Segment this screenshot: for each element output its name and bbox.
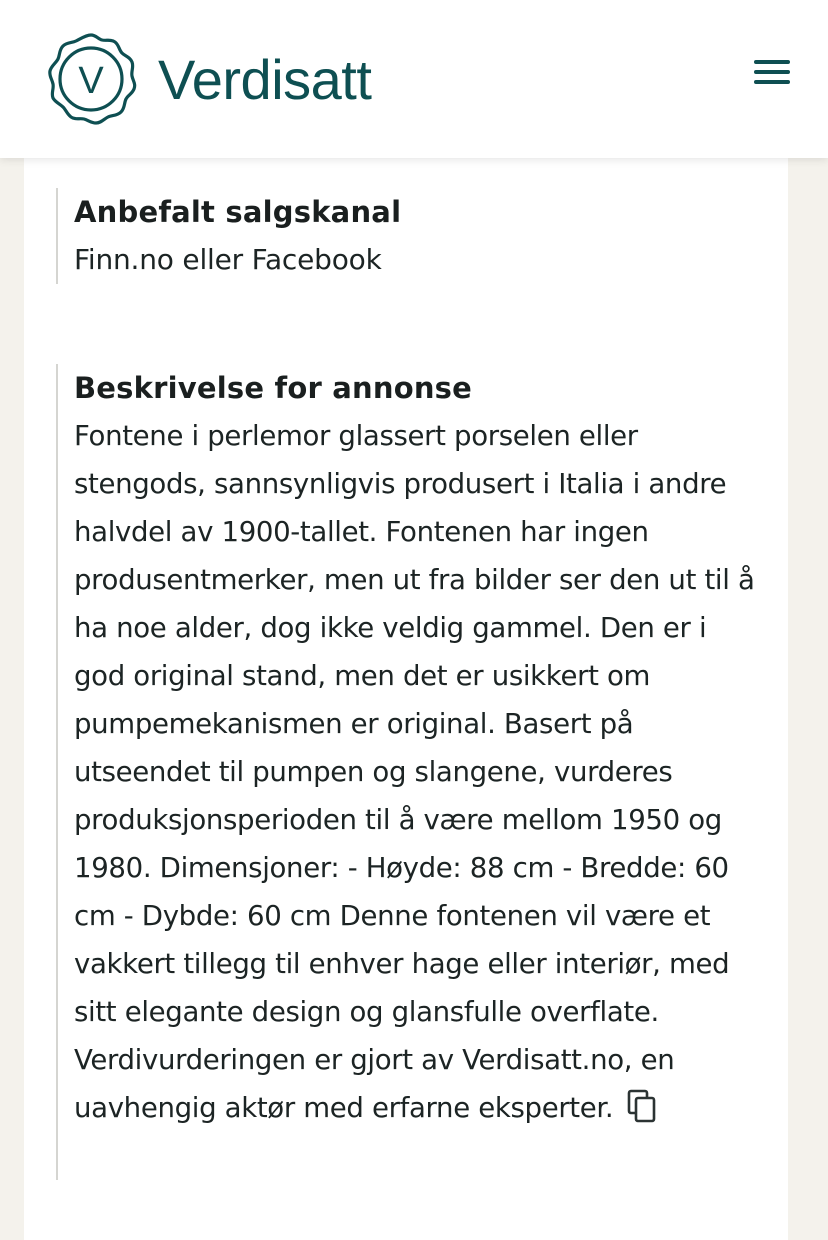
sales-channel-title: Anbefalt salgskanal xyxy=(74,195,402,229)
valuation-card xyxy=(24,150,788,1240)
sales-channel-section xyxy=(56,188,756,284)
site-header xyxy=(0,0,828,158)
hamburger-menu-icon[interactable] xyxy=(746,52,798,92)
svg-text:V: V xyxy=(78,60,104,102)
ad-description-text: Fontene i perlemor glassert porselen eller stengods, sannsynligvis produsert i Italia i andre halvdel av 1900-tallet. Fontenen har ingen produsentmerker, men ut fra bilder ser den ut til å ha noe alder, dog ikke veldig gammel. Den er i god original stand, men det er usikkert om pumpemekanismen er original. Basert på utseendet til pumpen og slangene, vurderes produksjonsperioden til å være mellom 1950 og 1980. Dimensjoner: - Høyde: 88 cm - Bredde: 60 cm - Dybde: 60 cm Denne fontenen vil være et vakkert tillegg til enhver hage eller interiør, med sitt elegante design og glansfulle overflate. Verdivurderingen er gjort av Verdisatt.no, en uavhengig aktør med erfarne eksperter. xyxy=(74,419,755,1124)
sales-channel-value: Finn.no eller Facebook xyxy=(74,243,382,276)
menu-line xyxy=(754,60,790,64)
menu-line xyxy=(754,70,790,74)
menu-line xyxy=(754,80,790,84)
ad-description-section xyxy=(56,364,756,1180)
ad-description-title: Beskrivelse for annonse xyxy=(74,371,472,405)
copy-icon[interactable] xyxy=(627,1089,657,1123)
ad-description-body xyxy=(74,412,764,1132)
brand-name[interactable]: Verdisatt xyxy=(158,48,372,111)
logo-badge-icon[interactable] xyxy=(44,32,138,126)
